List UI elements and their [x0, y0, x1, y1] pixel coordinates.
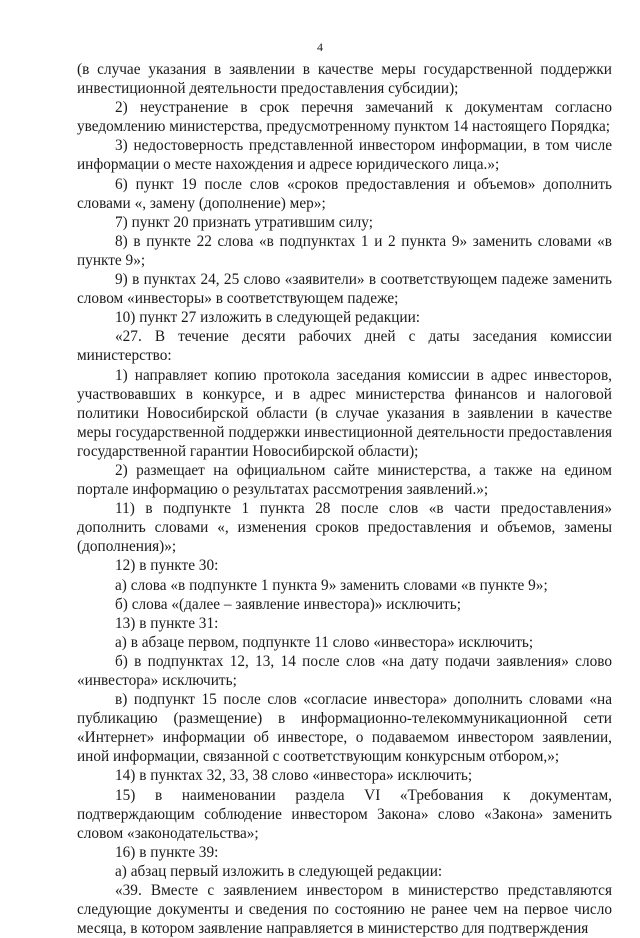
- paragraph: 13) в пункте 31:: [115, 614, 219, 632]
- paragraph: 8) в пункте 22 слова «в подпунктах 1 и 2 пункта 9» заменить словами «в пункте 9»;: [77, 232, 612, 269]
- paragraph: в) подпункт 15 после слов «согласие инвестора» дополнить словами «на публикацию (размещение) в информационно-телекоммуникационной сети «Интернет» информации об инвесторе, о подаваемом инвестором заявлении, иной информации, связанной с соответствующим конкурсным отбором,»;: [77, 691, 612, 766]
- paragraph: «27. В течение десяти рабочих дней с даты заседания комиссии министерство:: [77, 328, 612, 365]
- paragraph: 11) в подпункте 1 пункта 28 после слов «в части предоставления» дополнить словами «, изменения сроков предоставления и объемов, замены (дополнения)»;: [77, 500, 612, 556]
- paragraph: 3) недостоверность представленной инвестором информации, в том числе информации о месте нахождения и адресе юридического лица.»;: [77, 137, 612, 174]
- paragraph: 15) в наименовании раздела VI «Требования к документам, подтверждающим соблюдение инвестором Закона» слово «Закона» заменить словом «законодательства»;: [77, 786, 612, 842]
- page-number: 4: [317, 40, 323, 54]
- paragraph: 1) направляет копию протокола заседания комиссии в адрес инвесторов, участвовавших в конкурсе, и в адрес министерства финансов и налоговой политики Новосибирской области (в случае указания в заявлении в качестве меры государственной поддержки инвестиционной деятельности предоставления государственной гарантии Новосибирской области);: [77, 366, 612, 460]
- paragraph: 6) пункт 19 после слов «сроков предоставления и объемов» дополнить словами «, замену (дополнение) мер»;: [77, 175, 612, 212]
- paragraph: б) в подпунктах 12, 13, 14 после слов «на дату подачи заявления» слово «инвестора» исключить;: [77, 652, 612, 689]
- paragraph: 10) пункт 27 изложить в следующей редакции:: [115, 309, 421, 327]
- paragraph: а) слова «в подпункте 1 пункта 9» заменить словами «в пункте 9»;: [115, 576, 548, 594]
- paragraph: 16) в пункте 39:: [115, 843, 219, 861]
- paragraph: «39. Вместе с заявлением инвестором в министерство представляются следующие документы и сведения по состоянию не ранее чем на первое число месяца, в котором заявление направляется в министерство для подтверждения: [77, 882, 612, 938]
- paragraph: 14) в пунктах 32, 33, 38 слово «инвестора» исключить;: [115, 767, 473, 785]
- paragraph: 9) в пунктах 24, 25 слово «заявители» в соответствующем падеже заменить словом «инвесторы» в соответствующем падеже;: [77, 271, 612, 308]
- paragraph: 7) пункт 20 признать утратившим силу;: [115, 213, 374, 231]
- document-body: [77, 60, 612, 938]
- paragraph: 12) в пункте 30:: [115, 557, 219, 575]
- paragraph: б) слова «(далее – заявление инвестора)» исключить;: [115, 595, 461, 613]
- paragraph: а) абзац первый изложить в следующей редакции:: [115, 862, 443, 880]
- paragraph: а) в абзаце первом, подпункте 11 слово «инвестора» исключить;: [115, 633, 534, 651]
- paragraph: (в случае указания в заявлении в качестве меры государственной поддержки инвестиционной деятельности предоставления субсидии);: [77, 61, 612, 98]
- paragraph: 2) неустранение в срок перечня замечаний к документам согласно уведомлению министерства, предусмотренному пунктом 14 настоящего Порядка;: [77, 99, 612, 136]
- paragraph: 2) размещает на официальном сайте министерства, а также на едином портале информацию о результатах рассмотрения заявлений.»;: [77, 461, 612, 499]
